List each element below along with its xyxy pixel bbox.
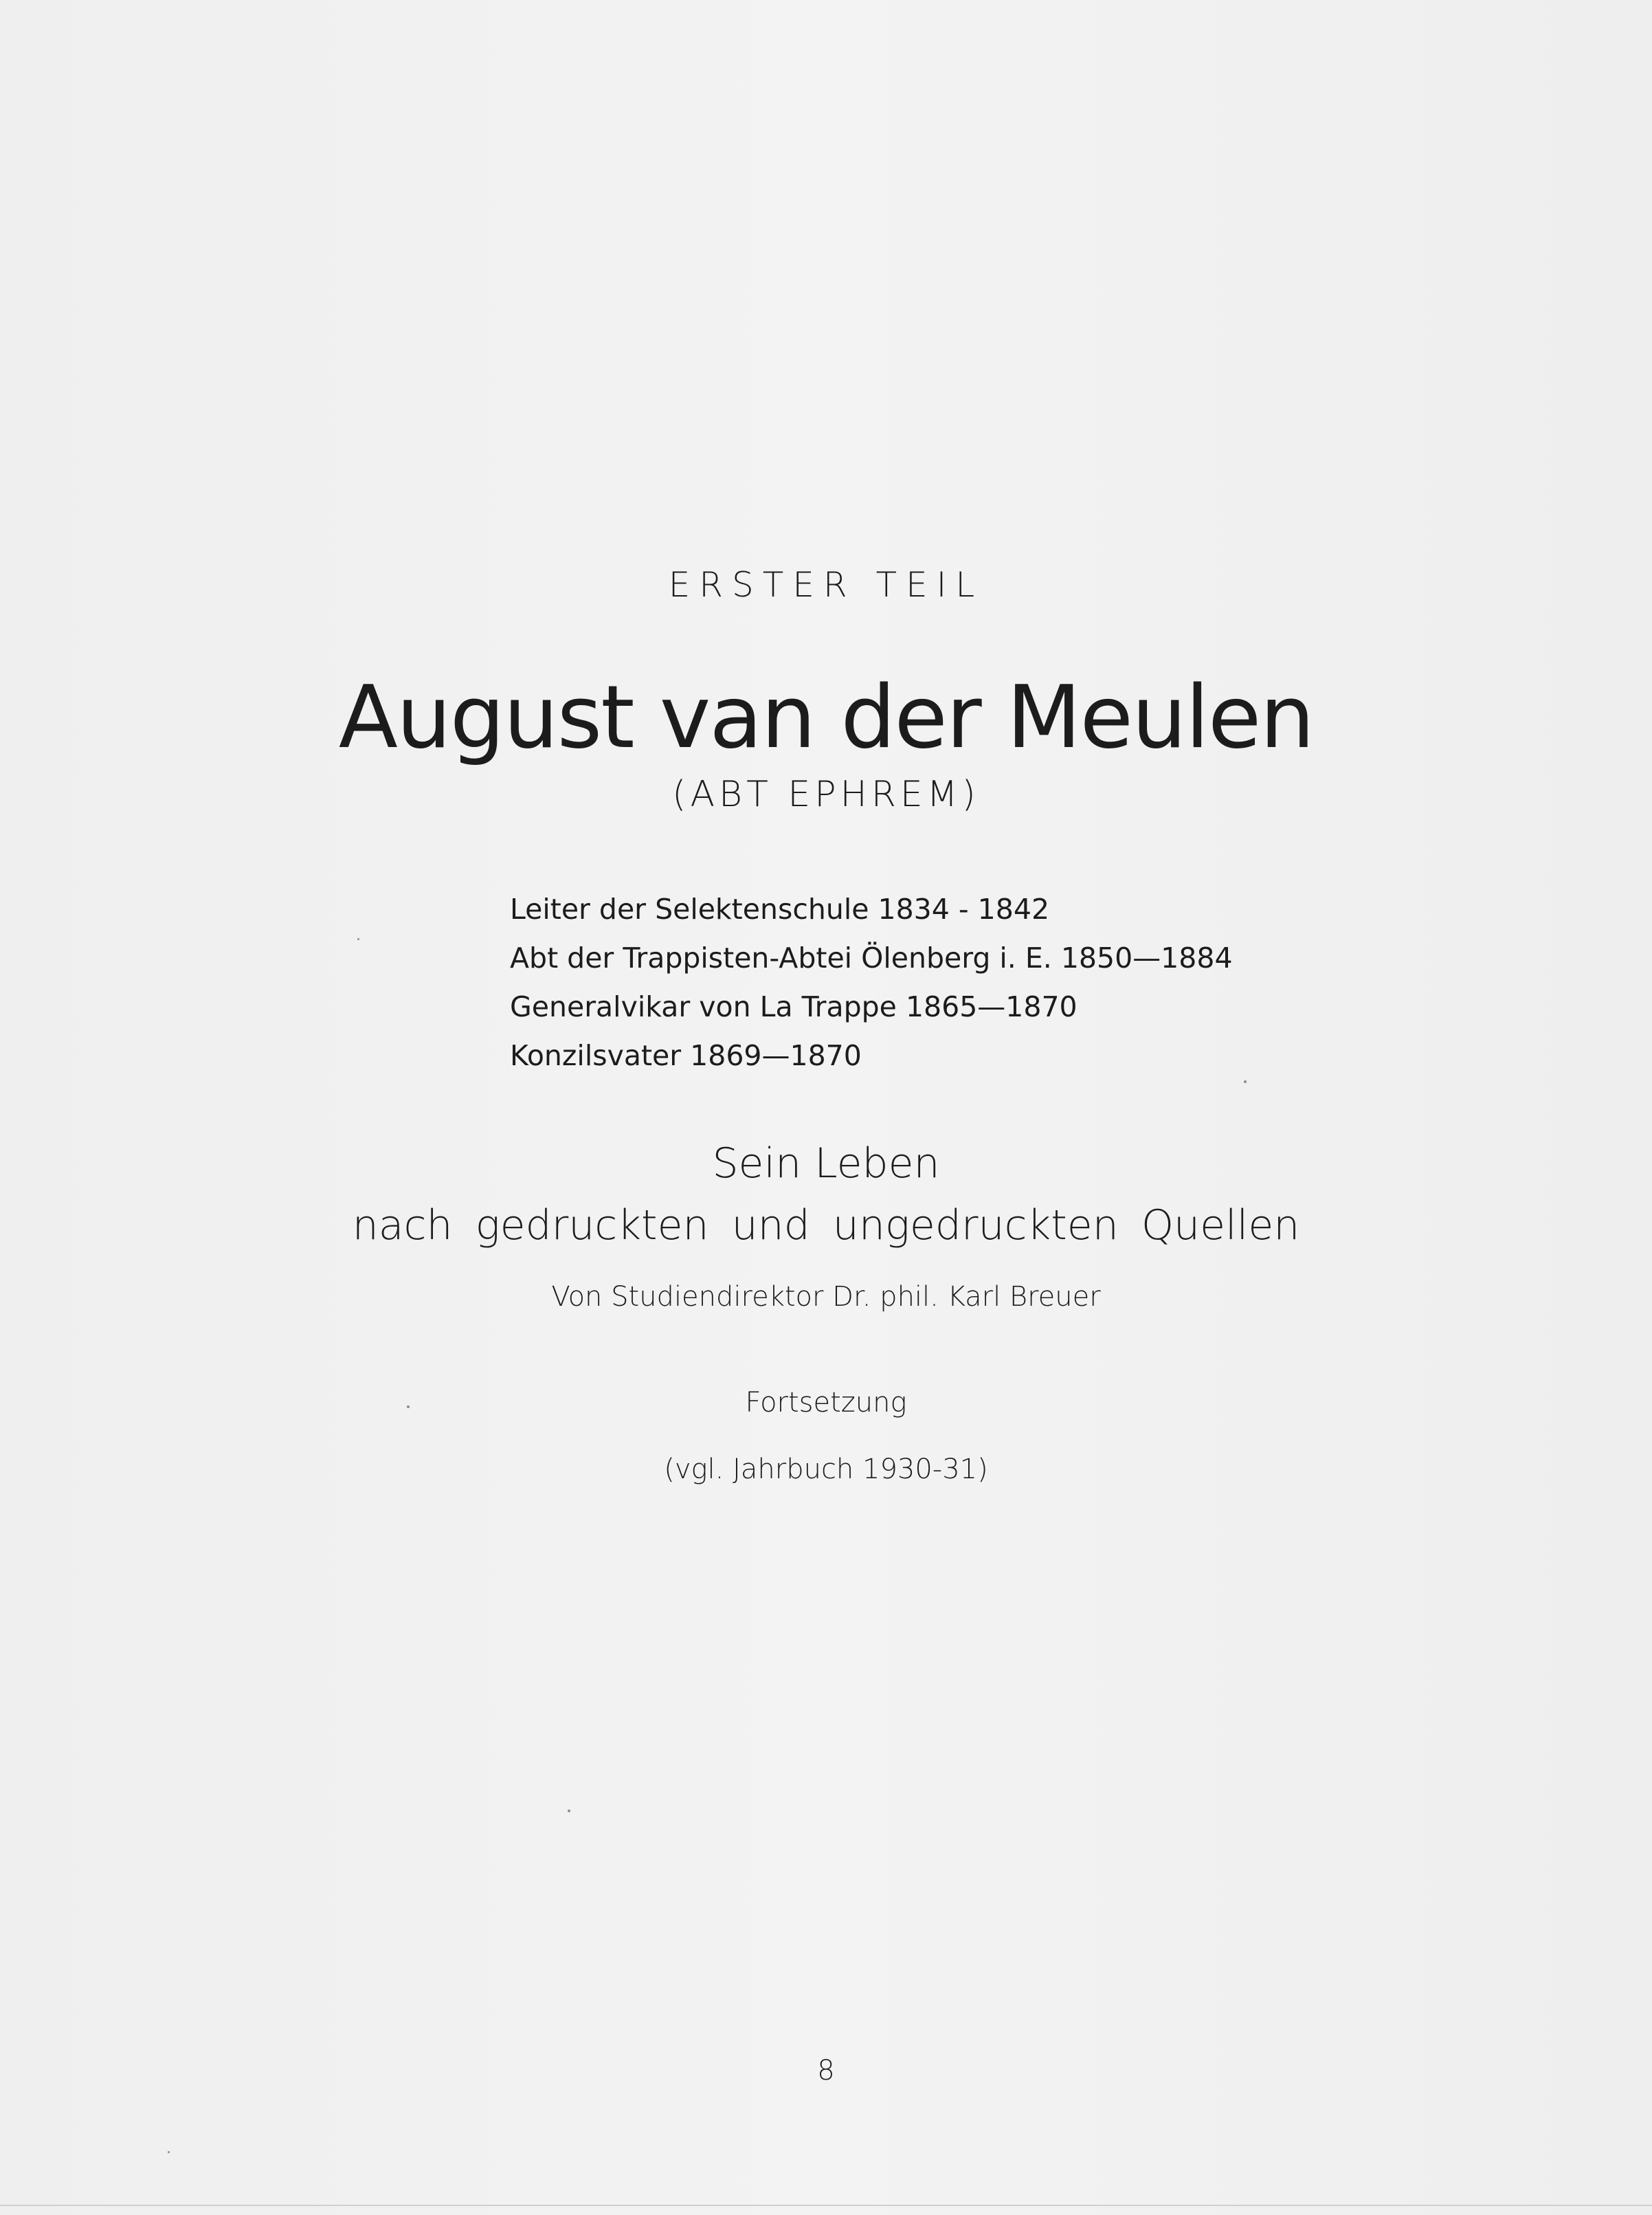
author-line: Von Studiendirektor Dr. phil. Karl Breuer bbox=[551, 1281, 1101, 1313]
work-subtitle: nach gedruckten und ungedruckten Quellen bbox=[352, 1201, 1300, 1249]
work-title: Sein Leben bbox=[712, 1139, 940, 1188]
paper-speck bbox=[568, 1810, 570, 1812]
page-title: August van der Meulen bbox=[338, 667, 1314, 768]
paper-speck bbox=[407, 1405, 410, 1408]
role-line: Konzilsvater 1869—1870 bbox=[510, 1039, 862, 1072]
page-subtitle: (ABT EPHREM) bbox=[672, 774, 980, 815]
roles-list bbox=[510, 885, 1233, 1080]
part-label: ERSTER TEIL bbox=[668, 565, 984, 605]
role-line: Leiter der Selektenschule 1834 - 1842 bbox=[510, 893, 1050, 926]
paper-speck bbox=[357, 938, 359, 940]
continuation-note: Fortsetzung bbox=[745, 1387, 907, 1418]
page-edge bbox=[0, 2205, 1652, 2206]
reference-note: (vgl. Jahrbuch 1930-31) bbox=[664, 1454, 988, 1485]
paper-speck bbox=[168, 2151, 170, 2153]
role-line: Generalvikar von La Trappe 1865—1870 bbox=[510, 990, 1078, 1023]
paper-speck bbox=[1244, 1080, 1247, 1083]
role-line: Abt der Trappisten-Abtei Ölenberg i. E. 1850—1884 bbox=[510, 942, 1233, 975]
page-number: 8 bbox=[817, 2055, 835, 2086]
